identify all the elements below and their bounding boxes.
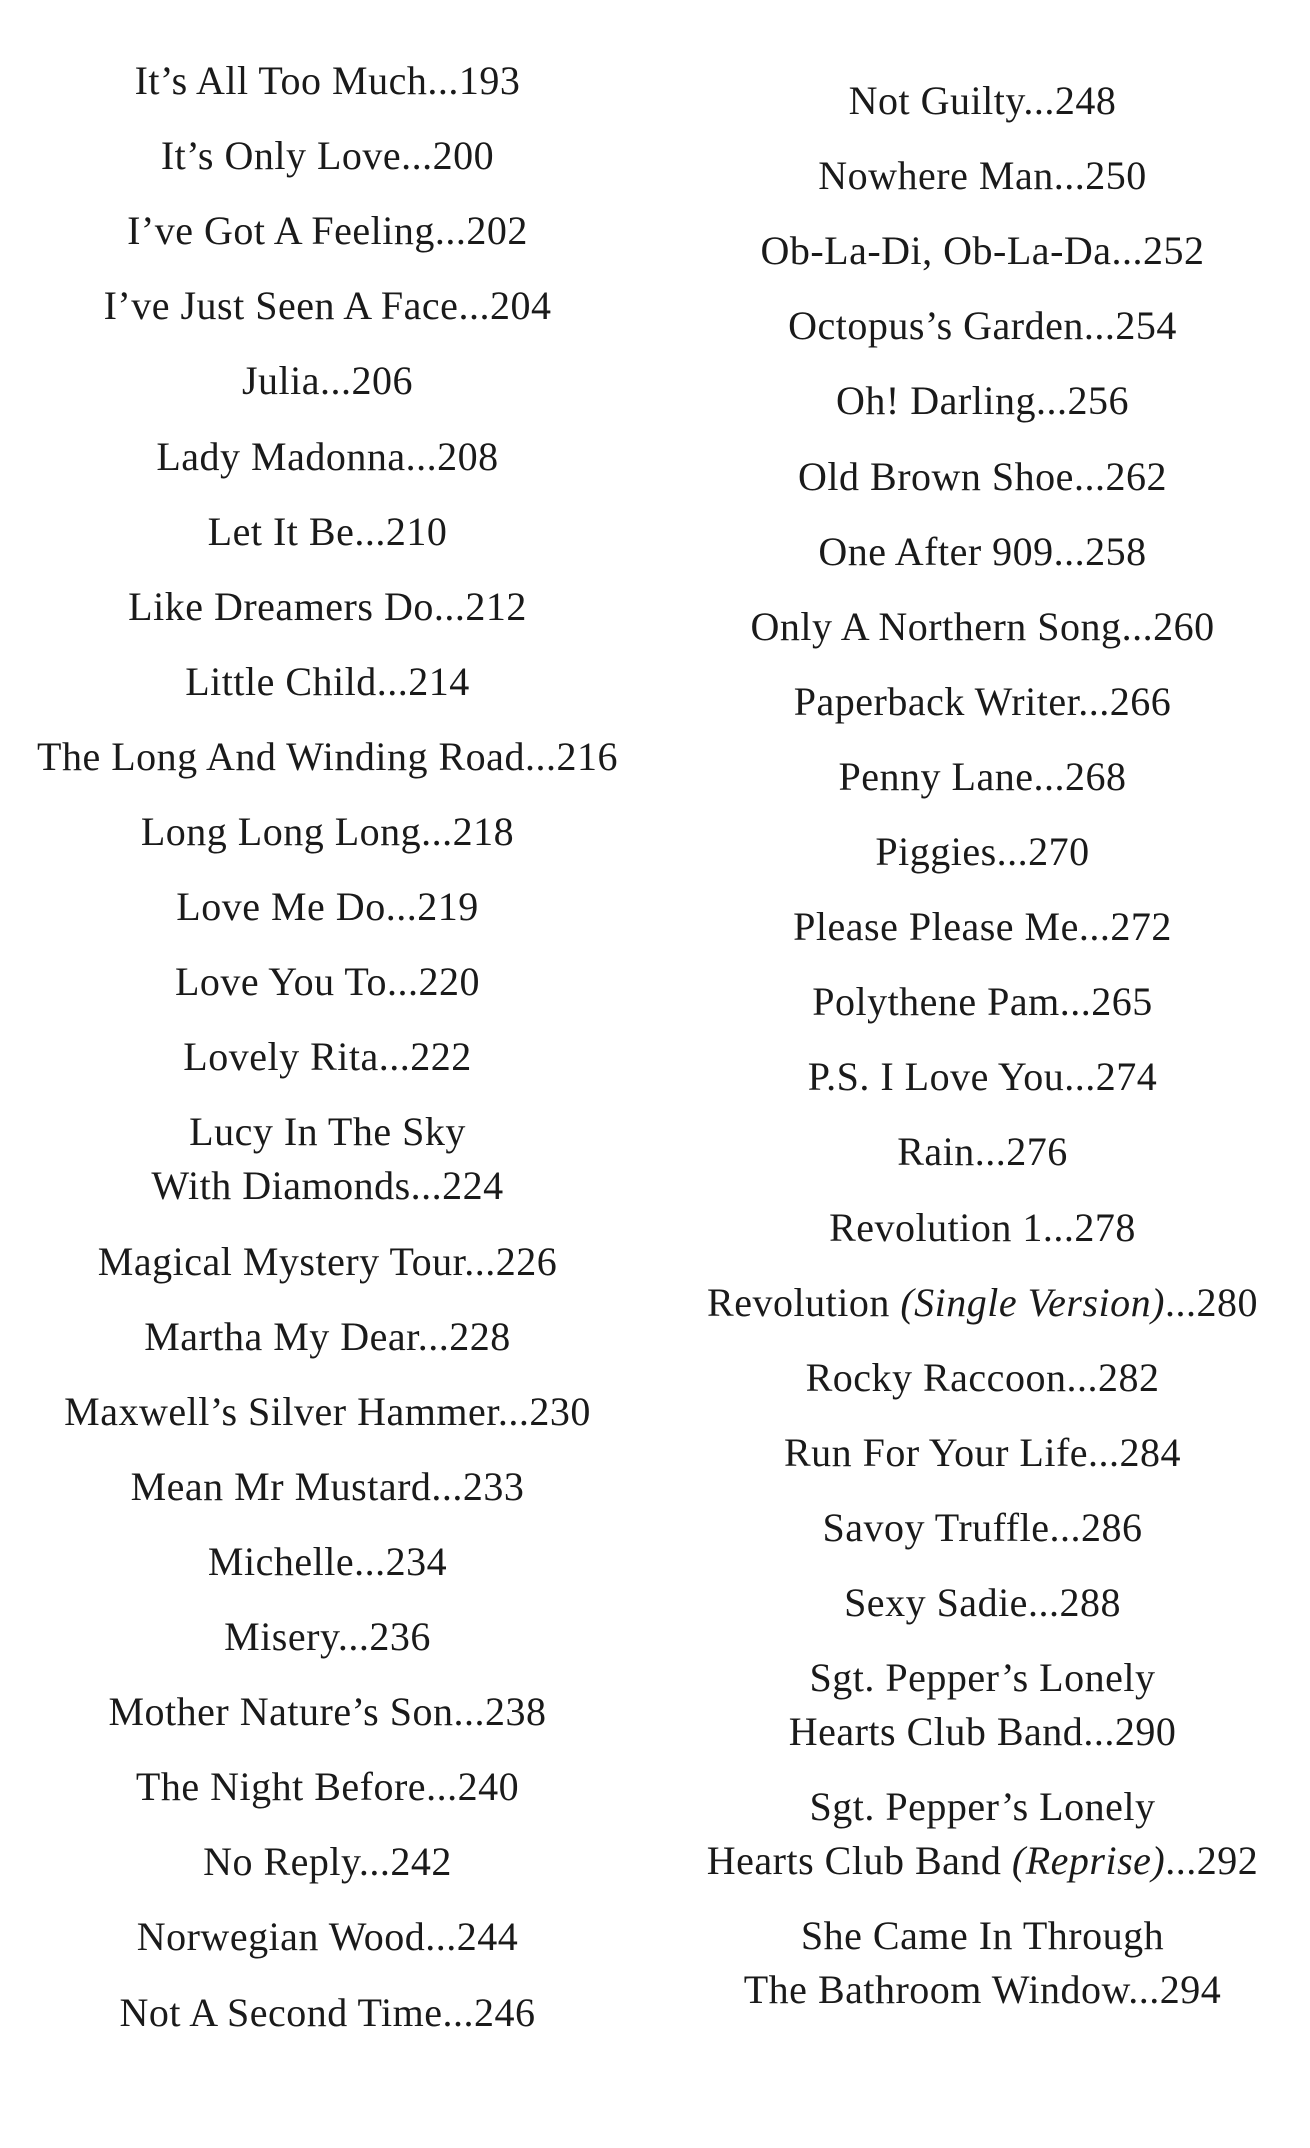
entry-page-number: 274 [1095,1054,1158,1100]
entry-page-number: 246 [474,1989,536,2035]
toc-entry [655,1576,1310,1630]
entry-page-number: 244 [456,1914,519,1960]
entry-page-number: 280 [1196,1279,1258,1325]
toc-entry [655,224,1310,278]
entry-title: Not A Second Time [119,1989,443,2035]
toc-entry [0,580,655,634]
entry-page-number: 258 [1085,528,1147,574]
entry-page-number: 286 [1080,1504,1143,1550]
entry-title-line1: Lucy In The Sky [189,1109,466,1155]
entry-title: Savoy Truffle [822,1504,1050,1550]
entry-title: Magical Mystery Tour [97,1238,465,1284]
entry-separator: ... [1121,603,1154,649]
entry-title: Polythene Pam [812,979,1060,1025]
entry-separator: ... [421,809,453,854]
toc-entry [0,655,655,709]
entry-page-number: 262 [1105,453,1167,499]
toc-entry [0,1760,655,1814]
entry-page-number: 284 [1119,1429,1182,1475]
entry-separator: ... [433,583,466,629]
entry-page-number: 294 [1159,1967,1222,2013]
entry-separator: ... [1078,678,1110,724]
entry-separator: ... [320,358,352,404]
entry-title: Please Please Me [793,904,1079,950]
entry-page-number: 210 [385,508,448,554]
toc-entry [0,1105,655,1213]
toc-entry [0,1835,655,1889]
entry-separator: ... [1035,378,1068,424]
toc-entry [0,730,655,784]
toc-entry [655,1276,1310,1330]
entry-page-number: 278 [1074,1204,1136,1250]
entry-title: Misery [224,1614,338,1659]
entry-separator: ... [1128,1967,1160,2013]
toc-entry [0,1460,655,1514]
toc-entry [655,1501,1310,1555]
entry-page-number: 202 [466,208,528,254]
entry-page-number: 242 [390,1839,452,1885]
entry-title: The Bathroom Window [743,1967,1129,2013]
entry-page-number: 288 [1059,1580,1121,1625]
entry-page-number: 240 [457,1764,520,1810]
toc-entry [0,955,655,1009]
entry-title: Little Child [185,658,377,704]
entry-title: One After 909 [818,528,1054,574]
entry-page-number: 272 [1110,904,1172,950]
entry-title: It’s Only Love [160,133,402,179]
entry-page-number: 256 [1067,378,1129,424]
entry-title: Lady Madonna [156,433,406,479]
toc-entry [655,1909,1310,2017]
entry-title: Ob-La-Di, Ob-La-Da [760,228,1112,274]
toc-entry [655,149,1310,203]
entry-page-number: 292 [1196,1838,1259,1884]
entry-page-number: 265 [1091,979,1153,1025]
entry-separator: ... [996,829,1029,874]
entry-page-number: 224 [442,1163,504,1209]
entry-separator: ... [1064,1054,1096,1100]
entry-title: Only A Northern Song [750,603,1122,649]
entry-title: Nowhere Man [818,153,1054,199]
toc-entry [655,1426,1310,1480]
entry-page-number: 250 [1085,153,1147,199]
entry-page-number: 204 [489,283,552,329]
entry-separator: ... [427,58,459,103]
entry-separator: ... [405,433,438,479]
entry-page-number: 206 [351,358,414,404]
toc-entry [0,129,655,183]
entry-separator: ... [431,1463,463,1509]
entry-title: Piggies [875,829,997,874]
toc-entry [0,1986,655,2040]
toc-entry [0,1385,655,1439]
entry-page-number: 252 [1143,228,1205,274]
entry-page-number: 234 [385,1538,448,1584]
entry-title: Like Dreamers Do [128,583,434,629]
entry-subtitle: (Single Version) [900,1279,1165,1325]
entry-separator: ... [1073,453,1106,499]
toc-entry [0,54,655,108]
entry-separator: ... [1083,1709,1115,1755]
entry-page-number: 260 [1153,603,1215,649]
entry-separator: ... [1023,78,1055,123]
toc-entry [655,1050,1310,1104]
toc-entry [0,880,655,934]
entry-title: Revolution 1 [829,1204,1043,1250]
entry-title: No Reply [203,1839,359,1885]
entry-title: The Long And Winding Road [37,733,525,779]
entry-separator: ... [524,733,557,779]
entry-title: Maxwell’s Silver Hammer [64,1388,498,1434]
entry-title: Rocky Raccoon [805,1354,1067,1400]
entry-separator: ... [1053,153,1086,199]
toc-entry [655,975,1310,1029]
toc-entry [655,1125,1310,1179]
entry-page-number: 212 [465,583,527,629]
entry-page-number: 268 [1064,753,1127,799]
entry-page-number: 220 [418,959,480,1005]
entry-page-number: 236 [369,1614,431,1659]
entry-title: Penny Lane [838,753,1034,799]
entry-title: I’ve Just Seen A Face [103,283,459,329]
toc-entry [655,600,1310,654]
toc-entry [655,1351,1310,1405]
entry-separator: ... [1088,1429,1120,1475]
entry-title: Rain [897,1129,975,1175]
entry-page-number: 218 [452,809,515,854]
entry-page-number: 208 [437,433,499,479]
entry-page-number: 266 [1109,678,1172,724]
entry-title: Hearts Club Band [788,1709,1084,1755]
entry-title: Lovely Rita [183,1034,379,1080]
entry-title: Michelle [207,1538,355,1584]
toc-entry [655,900,1310,954]
entry-page-number: 276 [1006,1129,1068,1175]
entry-separator: ... [1033,753,1065,799]
entry-page-number: 290 [1114,1709,1177,1755]
entry-separator: ... [442,1989,474,2035]
entry-title: Run For Your Life [783,1429,1089,1475]
entry-separator: ... [358,1839,391,1885]
toc-entry [0,1910,655,1964]
entry-title-line1: She Came In Through [800,1913,1165,1959]
toc-entry [655,750,1310,804]
toc-entry [655,825,1310,879]
entry-separator: ... [434,208,467,254]
entry-title: Mean Mr Mustard [130,1463,432,1509]
entry-separator: ... [337,1614,370,1659]
toc-entry [0,1030,655,1084]
entry-page-number: 193 [458,58,521,103]
toc-entry [0,1535,655,1589]
toc-entry [0,805,655,859]
entry-separator: ... [376,658,409,704]
entry-page-number: 233 [462,1463,525,1509]
entry-page-number: 228 [449,1313,511,1359]
entry-separator: ... [453,1689,485,1735]
toc-entry [0,279,655,333]
entry-title: Oh! Darling [836,378,1036,424]
toc-entry [655,1651,1310,1759]
entry-page-number: 216 [556,733,618,779]
entry-separator: ... [1049,1504,1081,1550]
entry-page-number: 238 [485,1689,547,1735]
entry-separator: ... [497,1388,530,1434]
entry-separator: ... [1083,303,1116,349]
entry-separator: ... [458,283,490,329]
entry-title: Paperback Writer [793,678,1079,724]
entry-title: Julia [241,358,321,404]
entry-separator: ... [378,1034,411,1080]
entry-title: Not Guilty [848,78,1024,123]
entry-page-number: 219 [417,884,479,930]
entry-page-number: 222 [410,1034,472,1080]
entry-title: Mother Nature’s Son [108,1689,454,1735]
entry-title: Love Me Do [176,884,386,930]
toc-entry [0,505,655,559]
entry-title: Old Brown Shoe [798,453,1074,499]
entry-separator: ... [1165,1838,1197,1884]
toc-entry [655,450,1310,504]
entry-separator: ... [1059,979,1092,1025]
toc-entry [655,74,1310,128]
entry-title: I’ve Got A Feeling [127,208,435,254]
entry-separator: ... [385,884,418,930]
entry-title: Norwegian Wood [136,1914,426,1960]
entry-separator: ... [417,1313,450,1359]
entry-separator: ... [425,1914,457,1960]
entry-separator: ... [410,1163,443,1209]
entry-page-number: 282 [1097,1354,1160,1400]
entry-page-number: 230 [529,1388,591,1434]
toc-entry [655,1780,1310,1888]
toc-entry [0,1685,655,1739]
entry-subtitle: (Reprise) [1011,1838,1166,1884]
entry-page-number: 270 [1028,829,1090,874]
toc-entry [0,204,655,258]
entry-page-number: 248 [1054,78,1117,123]
toc-entry [0,1610,655,1664]
entry-title: Sexy Sadie [844,1580,1028,1625]
entry-separator: ... [1042,1204,1075,1250]
entry-title: P.S. I Love You [807,1054,1065,1100]
entry-title: Octopus’s Garden [788,303,1084,349]
toc-entry [0,1310,655,1364]
entry-page-number: 214 [408,658,470,704]
entry-separator: ... [1164,1279,1197,1325]
entry-title: The Night Before [135,1764,427,1810]
toc-entry [655,1201,1310,1255]
entry-page-number: 200 [432,133,495,179]
entry-title: It’s All Too Much [134,58,428,103]
entry-separator: ... [974,1129,1007,1175]
entry-title: Let It Be [207,508,355,554]
entry-separator: ... [426,1764,458,1810]
entry-separator: ... [1053,528,1086,574]
entry-title-line1: Sgt. Pepper’s Lonely [809,1784,1156,1830]
entry-title: Long Long Long [140,809,422,854]
toc-entry [655,675,1310,729]
toc-entry [0,1235,655,1289]
entry-separator: ... [1066,1354,1098,1400]
entry-title: Martha My Dear [144,1313,418,1359]
entry-separator: ... [464,1238,496,1284]
entry-title: Hearts Club Band [706,1838,1002,1884]
entry-title: With Diamonds [151,1163,411,1209]
entry-page-number: 254 [1115,303,1177,349]
toc-entry [0,430,655,484]
entry-separator: ... [354,1538,386,1584]
entry-page-number: 226 [495,1238,558,1284]
entry-separator: ... [1078,904,1111,950]
entry-separator: ... [387,959,419,1005]
toc-entry [0,354,655,408]
entry-title-line1: Sgt. Pepper’s Lonely [809,1655,1156,1701]
entry-separator: ... [1027,1580,1060,1625]
toc-entry [655,374,1310,428]
entry-title: Love You To [174,959,387,1005]
entry-separator: ... [354,508,386,554]
entry-title: Revolution [707,1279,890,1325]
toc-entry [655,299,1310,353]
toc-entry [655,525,1310,579]
entry-separator: ... [1111,228,1144,274]
entry-separator: ... [401,133,433,179]
